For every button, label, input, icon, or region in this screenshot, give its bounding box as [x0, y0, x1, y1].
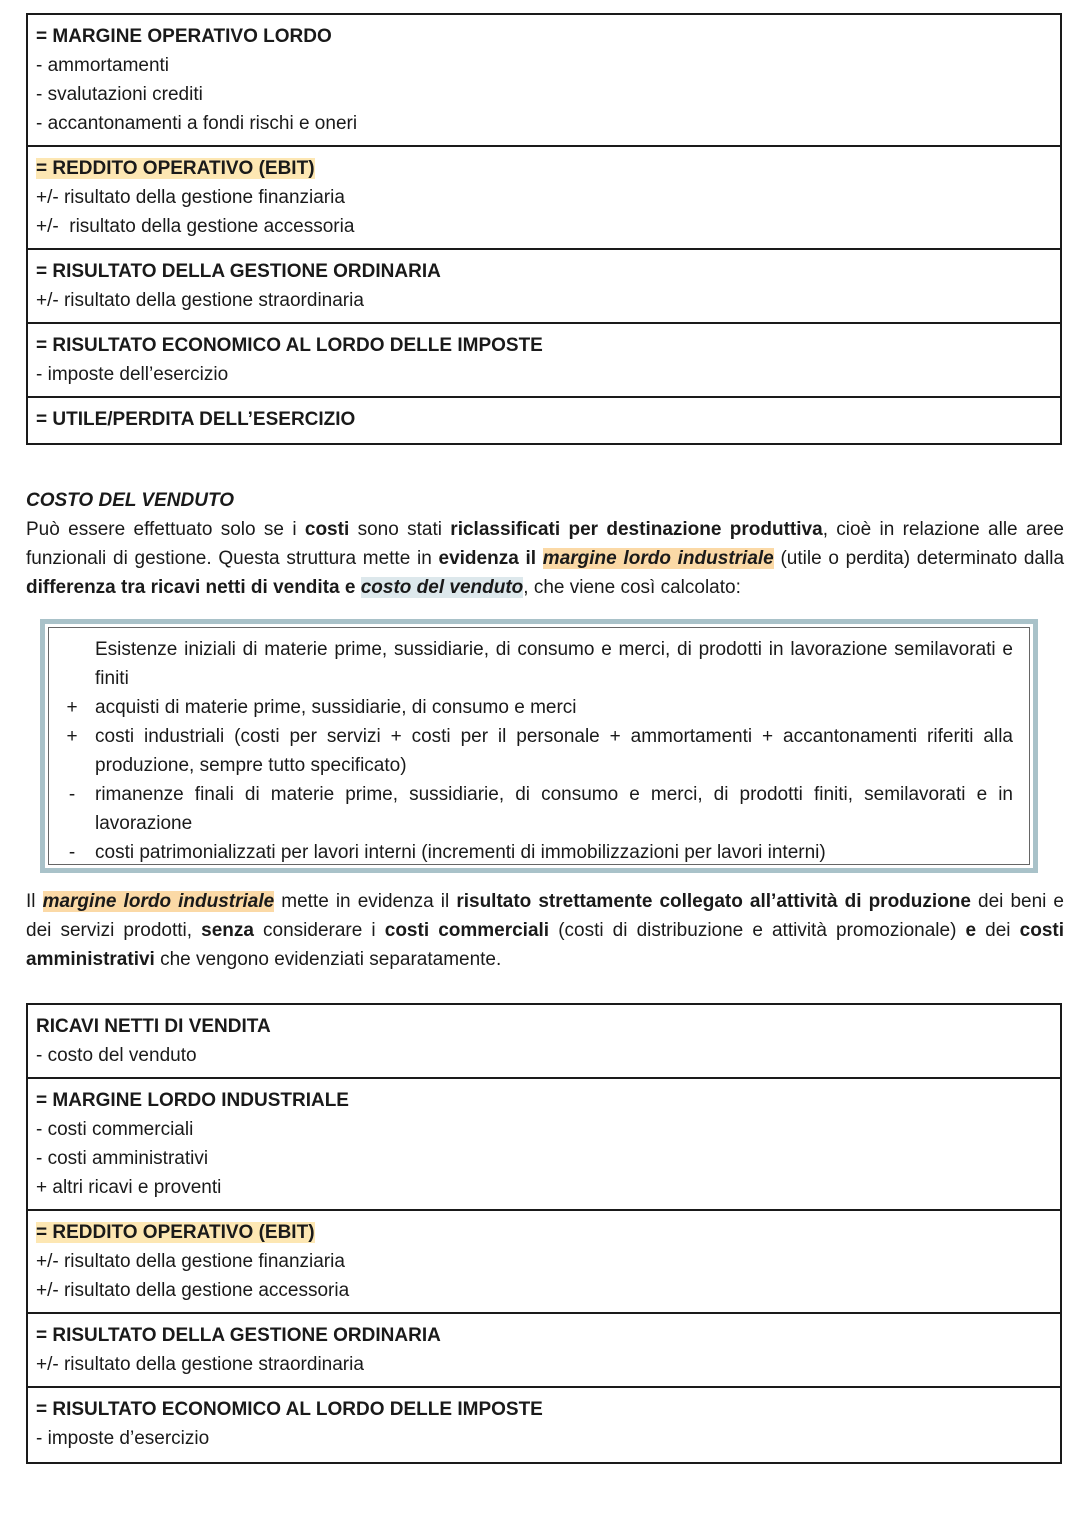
- cell-line: - accantonamenti a fondi rischi e oneri: [36, 113, 358, 134]
- cell-line: - costi commerciali: [36, 1119, 194, 1140]
- formula-text: acquisti di materie prime, sussidiarie, di consumo e merci: [95, 697, 577, 718]
- table-cell: [28, 15, 1060, 147]
- text-run-bold: riclassificati per destinazione produttiva: [450, 519, 823, 540]
- cell-line: +/- risultato della gestione straordinaria: [36, 1354, 364, 1375]
- formula-row: [49, 693, 1013, 722]
- text-run-bold: risultato strettamente collegato all’attività di produzione: [456, 891, 971, 912]
- text-run: (costi di distribuzione e attività promozionale): [549, 920, 966, 941]
- formula-text: rimanenze finali di materie prime, sussidiarie, di consumo e merci, di prodotti finiti, semilavorati e in lavorazione: [95, 784, 1013, 834]
- income-statement-table-top: [26, 13, 1062, 445]
- cell-line: - imposte d’esercizio: [36, 1428, 210, 1449]
- text-run-bold: evidenza il: [438, 548, 543, 569]
- formula-row: [49, 635, 1013, 693]
- table-cell: [28, 147, 1060, 250]
- cell-line: - svalutazioni crediti: [36, 84, 203, 105]
- text-run-bold: senza: [201, 920, 254, 941]
- cell-heading-highlighted: = REDDITO OPERATIVO (EBIT): [36, 1222, 315, 1243]
- text-run: dei: [976, 920, 1020, 941]
- text-run-bold: e: [965, 920, 977, 941]
- text-run: Il: [26, 891, 43, 912]
- table-cell: [28, 1211, 1060, 1314]
- cell-heading-highlighted: = REDDITO OPERATIVO (EBIT): [36, 158, 315, 179]
- costo-venduto-section: [26, 486, 1064, 602]
- cell-line: +/- risultato della gestione accessoria: [36, 1280, 350, 1301]
- table-cell: [28, 324, 1060, 398]
- table-cell: [28, 1005, 1060, 1079]
- text-run: , che viene così calcolato:: [523, 577, 741, 598]
- text-run: , cioè in relazione alle aree funzionali di gestione. Questa struttura mette in: [26, 519, 1064, 569]
- formula-inner: [48, 627, 1030, 865]
- section-paragraph: [26, 515, 1064, 602]
- cell-heading: = UTILE/PERDITA DELL’ESERCIZIO: [36, 409, 356, 430]
- margine-paragraph: [26, 887, 1064, 974]
- text-run-bold: costi commerciali: [384, 920, 550, 941]
- income-statement-table-bottom: [26, 1003, 1062, 1464]
- text-run-bold: costi amministrativi: [26, 920, 1064, 970]
- formula-box: [40, 619, 1038, 873]
- cell-line: +/- risultato della gestione finanziaria: [36, 187, 345, 208]
- table-cell: [28, 398, 1060, 443]
- cell-heading: = RISULTATO DELLA GESTIONE ORDINARIA: [36, 1325, 441, 1346]
- highlighted-term: margine lordo industriale: [542, 548, 774, 569]
- table-cell: [28, 250, 1060, 324]
- cell-heading: RICAVI NETTI DI VENDITA: [36, 1016, 271, 1037]
- cell-line: - ammortamenti: [36, 55, 170, 76]
- formula-sign: +: [66, 726, 78, 747]
- table-cell: [28, 1079, 1060, 1211]
- text-run: che vengono evidenziati separatamente.: [154, 949, 502, 970]
- cell-heading: = RISULTATO ECONOMICO AL LORDO DELLE IMPOSTE: [36, 1399, 543, 1420]
- text-run-bold: costi: [304, 519, 350, 540]
- section-title: COSTO DEL VENDUTO: [26, 490, 234, 511]
- text-run: sono stati: [349, 519, 451, 540]
- cell-line: - imposte dell’esercizio: [36, 364, 229, 385]
- formula-row: [49, 722, 1013, 780]
- formula-text: costi industriali (costi per servizi + costi per il personale + ammortamenti + accantonamenti riferiti alla produzione, sempre tutto specificato): [95, 726, 1013, 776]
- formula-row: [49, 780, 1013, 838]
- cell-line: +/- risultato della gestione straordinaria: [36, 290, 364, 311]
- highlighted-term: costo del venduto: [360, 577, 524, 598]
- formula-sign: [49, 635, 95, 693]
- formula-sign: +: [66, 697, 78, 718]
- cell-heading: = MARGINE LORDO INDUSTRIALE: [36, 1090, 349, 1111]
- cell-heading: = RISULTATO ECONOMICO AL LORDO DELLE IMPOSTE: [36, 335, 543, 356]
- text-run: dei beni e dei servizi prodotti,: [26, 891, 1064, 941]
- table-cell: [28, 1388, 1060, 1462]
- formula-sign: -: [68, 842, 76, 863]
- cell-heading: = MARGINE OPERATIVO LORDO: [36, 26, 332, 47]
- formula-text: Esistenze iniziali di materie prime, sussidiarie, di consumo e merci, di prodotti in lavorazione semilavorati e finiti: [95, 639, 1013, 689]
- text-run: Può essere effettuato solo se i: [26, 519, 305, 540]
- text-run: (utile o perdita) determinato dalla: [773, 548, 1065, 569]
- cell-line: - costo del venduto: [36, 1045, 197, 1066]
- cell-line: + altri ricavi e proventi: [36, 1177, 222, 1198]
- cell-line: - costi amministrativi: [36, 1148, 209, 1169]
- table-cell: [28, 1314, 1060, 1388]
- cell-line: +/- risultato della gestione accessoria: [36, 216, 355, 237]
- cell-line: +/- risultato della gestione finanziaria: [36, 1251, 345, 1272]
- cell-heading: = RISULTATO DELLA GESTIONE ORDINARIA: [36, 261, 441, 282]
- formula-sign: -: [68, 784, 76, 805]
- text-run: considerare i: [253, 920, 385, 941]
- formula-text: costi patrimonializzati per lavori interni (incrementi di immobilizzazioni per lavori interni): [95, 842, 826, 863]
- formula-row: [49, 838, 1013, 867]
- text-run-bold: differenza tra ricavi netti di vendita e: [26, 577, 361, 598]
- highlighted-term: margine lordo industriale: [42, 891, 275, 912]
- text-run: mette in evidenza il: [274, 891, 457, 912]
